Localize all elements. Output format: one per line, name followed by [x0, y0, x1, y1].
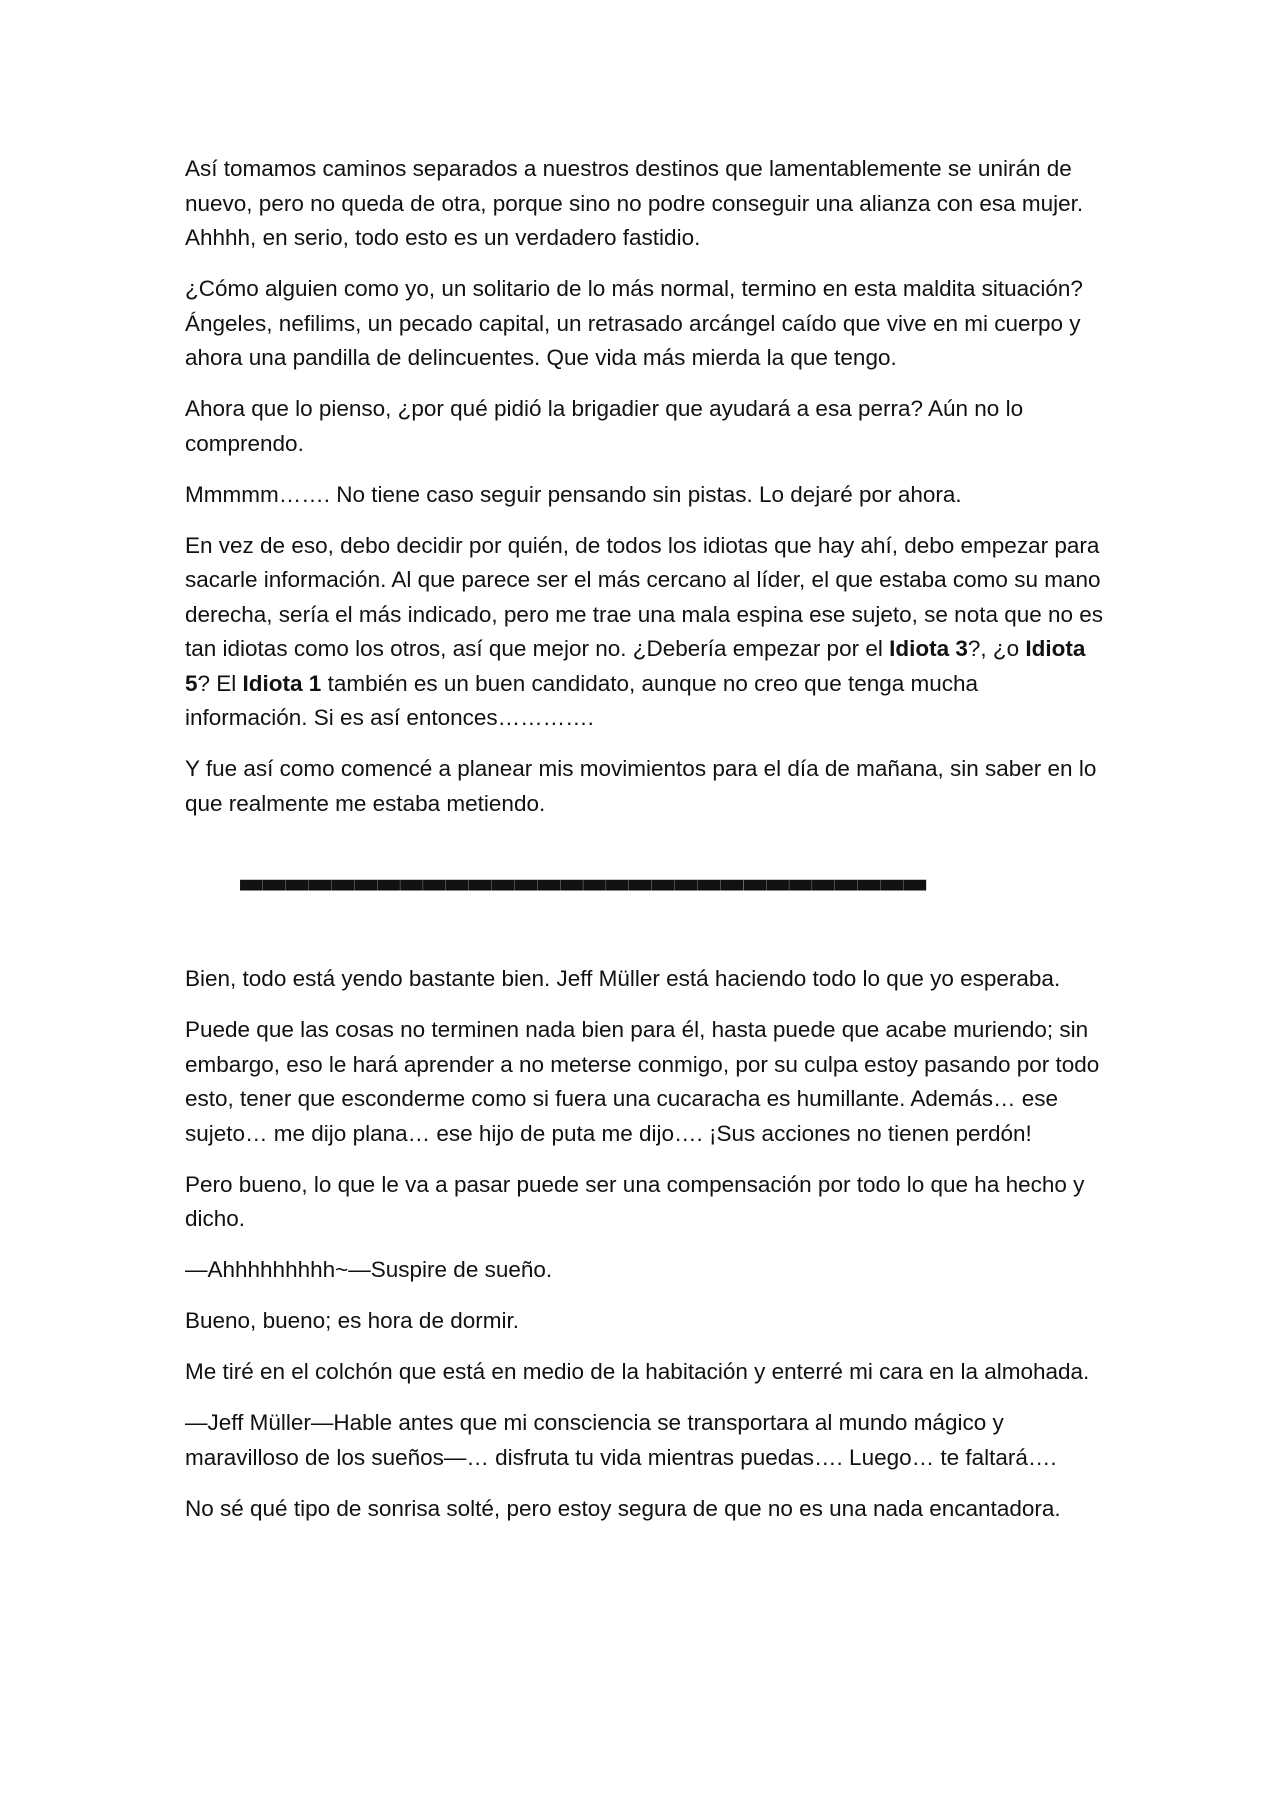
- paragraph-text: Bien, todo está yendo bastante bien. Jeff Müller está haciendo todo lo que yo esperaba.: [185, 966, 1061, 991]
- document-body: [185, 152, 1105, 1543]
- paragraph: [185, 529, 1105, 736]
- scene-separator: ▬▬▬▬▬▬▬▬▬▬▬▬▬▬▬▬▬▬▬▬▬▬▬▬▬▬▬▬▬▬: [240, 860, 927, 904]
- paragraph-text: —Ahhhhhhhhh~—Suspire de sueño.: [185, 1257, 553, 1282]
- paragraph-text: Pero bueno, lo que le va a pasar puede ser una compensación por todo lo que ha hecho y dicho.: [185, 1171, 1085, 1231]
- paragraph-text: Así tomamos caminos separados a nuestros destinos que lamentablemente se unirán de nuevo, pero no queda de otra, porque sino no podre conseguir una alianza con esa mujer. Ahhhh, en serio, todo esto es un verdadero fastidio.: [185, 156, 1084, 250]
- bold-text: Idiota 3: [889, 636, 968, 661]
- paragraph-text: —Jeff Müller—Hable antes que mi consciencia se transportara al mundo mágico y maravilloso de los sueños—… disfruta tu vida mientras puedas…. Luego… te faltará….: [185, 1410, 1057, 1470]
- paragraph: [185, 1253, 1105, 1288]
- bold-text: Idiota 5: [185, 636, 1086, 696]
- paragraph: [185, 392, 1105, 461]
- section-one: [185, 152, 1105, 821]
- paragraph: [185, 1013, 1105, 1151]
- paragraph: [185, 1355, 1105, 1390]
- paragraph: [185, 478, 1105, 513]
- paragraph: [185, 752, 1105, 821]
- bold-text: Idiota 1: [242, 670, 322, 696]
- paragraph-text: En vez de eso, debo decidir por quién, de todos los idiotas que hay ahí, debo empezar para sacarle información. Al que parece ser el más cercano al líder, el que estaba como su mano derecha, sería el más indicado, pero me trae una mala espina ese sujeto, se nota que no es tan idiotas como los otros, así que mejor no. ¿Debería empezar por el: [185, 532, 1104, 661]
- paragraph-text: ? El: [197, 670, 243, 696]
- paragraph: [185, 1406, 1105, 1475]
- paragraph: [185, 1492, 1105, 1527]
- paragraph-text: Puede que las cosas no terminen nada bien para él, hasta puede que acabe muriendo; sin embargo, eso le hará aprender a no meterse conmigo, por su culpa estoy pasando por todo esto, tener que esconderme como si fuera una cucaracha es humillante. Además… ese sujeto… me dijo plana… ese hijo de puta me dijo…. ¡Sus acciones no tienen perdón!: [185, 1017, 1100, 1146]
- paragraph-text: Bueno, bueno; es hora de dormir.: [185, 1308, 519, 1333]
- paragraph-text: Y fue así como comencé a planear mis movimientos para el día de mañana, sin saber en lo que realmente me estaba metiendo.: [185, 756, 1097, 816]
- paragraph-text: Mmmmm……. No tiene caso seguir pensando sin pistas. Lo dejaré por ahora.: [185, 481, 962, 507]
- paragraph-text: No sé qué tipo de sonrisa solté, pero estoy segura de que no es una nada encantadora.: [185, 1495, 1061, 1521]
- paragraph-text: ¿Cómo alguien como yo, un solitario de lo más normal, termino en esta maldita situación? Ángeles, nefilims, un pecado capital, un retrasado arcángel caído que vive en mi cuerpo y ahora una pandilla de delincuentes. Que vida más mierda la que tengo.: [185, 276, 1083, 370]
- scene-break: [185, 821, 1105, 962]
- paragraph: [185, 1304, 1105, 1339]
- paragraph: [185, 152, 1105, 256]
- paragraph: [185, 1168, 1105, 1237]
- paragraph-text: ?, ¿o: [967, 636, 1026, 661]
- paragraph: [185, 962, 1105, 997]
- paragraph: [185, 272, 1105, 376]
- paragraph-text: también es un buen candidato, aunque no creo que tenga mucha información. Si es así entonces………….: [185, 670, 979, 730]
- section-two: [185, 962, 1105, 1526]
- paragraph-text: Me tiré en el colchón que está en medio de la habitación y enterré mi cara en la almohada.: [185, 1359, 1090, 1384]
- paragraph-text: Ahora que lo pienso, ¿por qué pidió la brigadier que ayudará a esa perra? Aún no lo comprendo.: [185, 396, 1024, 456]
